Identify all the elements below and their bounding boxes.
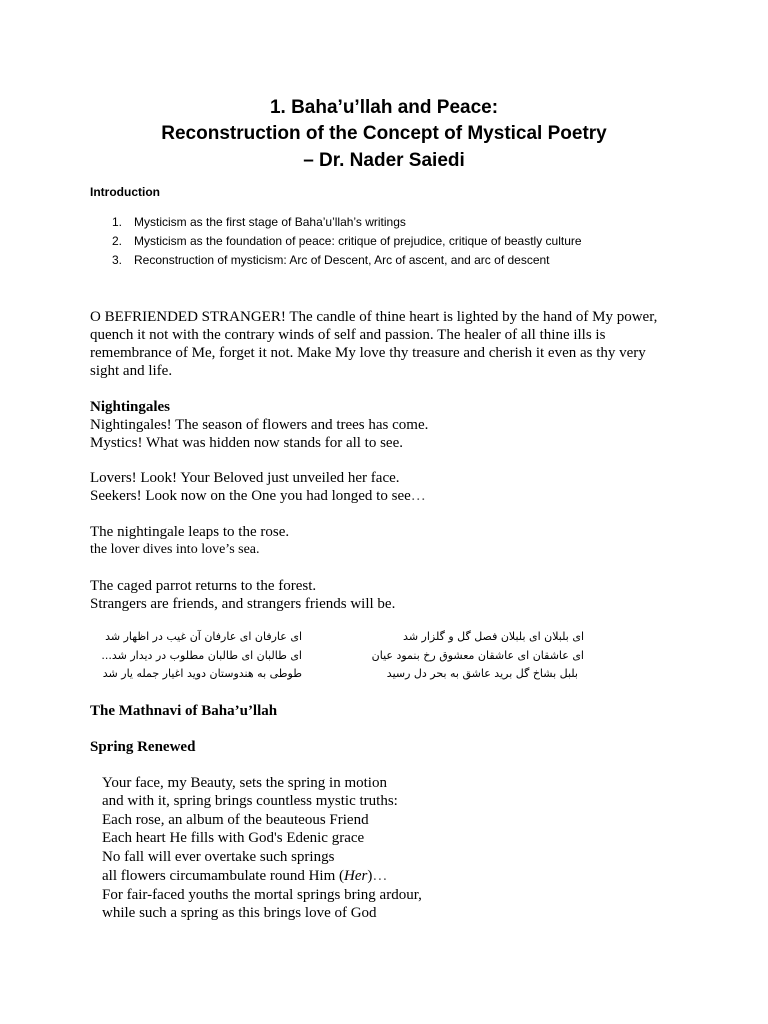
poem-text: ) <box>367 868 373 884</box>
ellipsis: … <box>372 868 388 884</box>
title-line-3: – Dr. Nader Saiedi <box>303 150 465 171</box>
persian-verse-right: بلبل بشاخ گل برید عاشق به بحر دل رسید <box>386 667 578 680</box>
poem-line: Lovers! Look! Your Beloved just unveiled her face. <box>90 470 400 486</box>
title-line-1: 1. Baha’u’llah and Peace: <box>269 97 499 118</box>
poem-line: The nightingale leaps to the rose. <box>90 524 290 540</box>
list-number: 2. <box>112 234 123 248</box>
persian-verse-left: ای طالبان ای طالبان مطلوب در دیدار شد... <box>101 649 302 662</box>
poem-line: Strangers are friends, and strangers friends will be. <box>90 596 396 612</box>
poem-text: all flowers circumambulate round Him ( <box>102 868 345 884</box>
quote-line: quench it not with the contrary winds of self and passion. The healer of all thine ills is <box>90 327 606 343</box>
list-number: 3. <box>112 253 123 267</box>
list-number: 1. <box>112 215 123 229</box>
title-line-2: Reconstruction of the Concept of Mystical Poetry <box>161 123 607 144</box>
poem-line: while such a spring as this brings love of God <box>102 905 377 921</box>
intro-list-item <box>90 253 550 267</box>
persian-verse-left: طوطی به هندوستان دوید اغیار جمله یار شد <box>102 667 302 680</box>
poem-line: Mystics! What was hidden now stands for all to see. <box>90 435 404 451</box>
ellipsis: … <box>410 488 426 504</box>
poem-line: For fair-faced youths the mortal springs bring ardour, <box>102 887 422 903</box>
poem-text: Seekers! Look now on the One you had longed to see <box>90 488 411 504</box>
poem-line: and with it, spring brings countless mystic truths: <box>102 793 398 809</box>
introduction-heading: Introduction <box>90 185 160 199</box>
poem-line: The caged parrot returns to the forest. <box>90 578 317 594</box>
quote-line: remembrance of Me, forget it not. Make My love thy treasure and cherish it even as thy very <box>90 345 646 361</box>
poem-line: Nightingales! The season of flowers and trees has come. <box>90 417 429 433</box>
intro-list-item <box>90 234 582 248</box>
list-text: Reconstruction of mysticism: Arc of Descent, Arc of ascent, and arc of descent <box>134 253 550 267</box>
poem-line <box>102 867 387 885</box>
poem-line <box>90 487 426 505</box>
persian-verse-right: ای بلبلان ای بلبلان فصل گل و گلزار شد <box>403 630 584 643</box>
nightingales-heading: Nightingales <box>90 399 171 415</box>
poem-line: Your face, my Beauty, sets the spring in motion <box>102 775 387 791</box>
poem-line: the lover dives into love’s sea. <box>90 542 260 557</box>
poem-line: Each rose, an album of the beauteous Friend <box>102 812 369 828</box>
list-text: Mysticism as the first stage of Baha’u’llah’s writings <box>134 215 406 229</box>
persian-verse-left: ای عارفان ای عارفان آن غیب در اظهار شد <box>105 630 302 643</box>
quote-line: sight and life. <box>90 363 173 379</box>
mathnavi-heading: The Mathnavi of Baha’u’llah <box>90 703 278 719</box>
list-text: Mysticism as the foundation of peace: critique of prejudice, critique of beastly culture <box>134 234 582 248</box>
poem-line: Each heart He fills with God's Edenic grace <box>102 830 365 846</box>
italic-word: Her <box>344 868 368 884</box>
persian-verse-right: ای عاشقان ای عاشقان معشوق رخ بنمود عیان <box>371 649 584 662</box>
spring-renewed-heading: Spring Renewed <box>90 739 196 755</box>
quote-line: O BEFRIENDED STRANGER! The candle of thine heart is lighted by the hand of My power, <box>90 309 658 325</box>
poem-line: No fall will ever overtake such springs <box>102 849 335 865</box>
intro-list-item <box>90 215 406 229</box>
